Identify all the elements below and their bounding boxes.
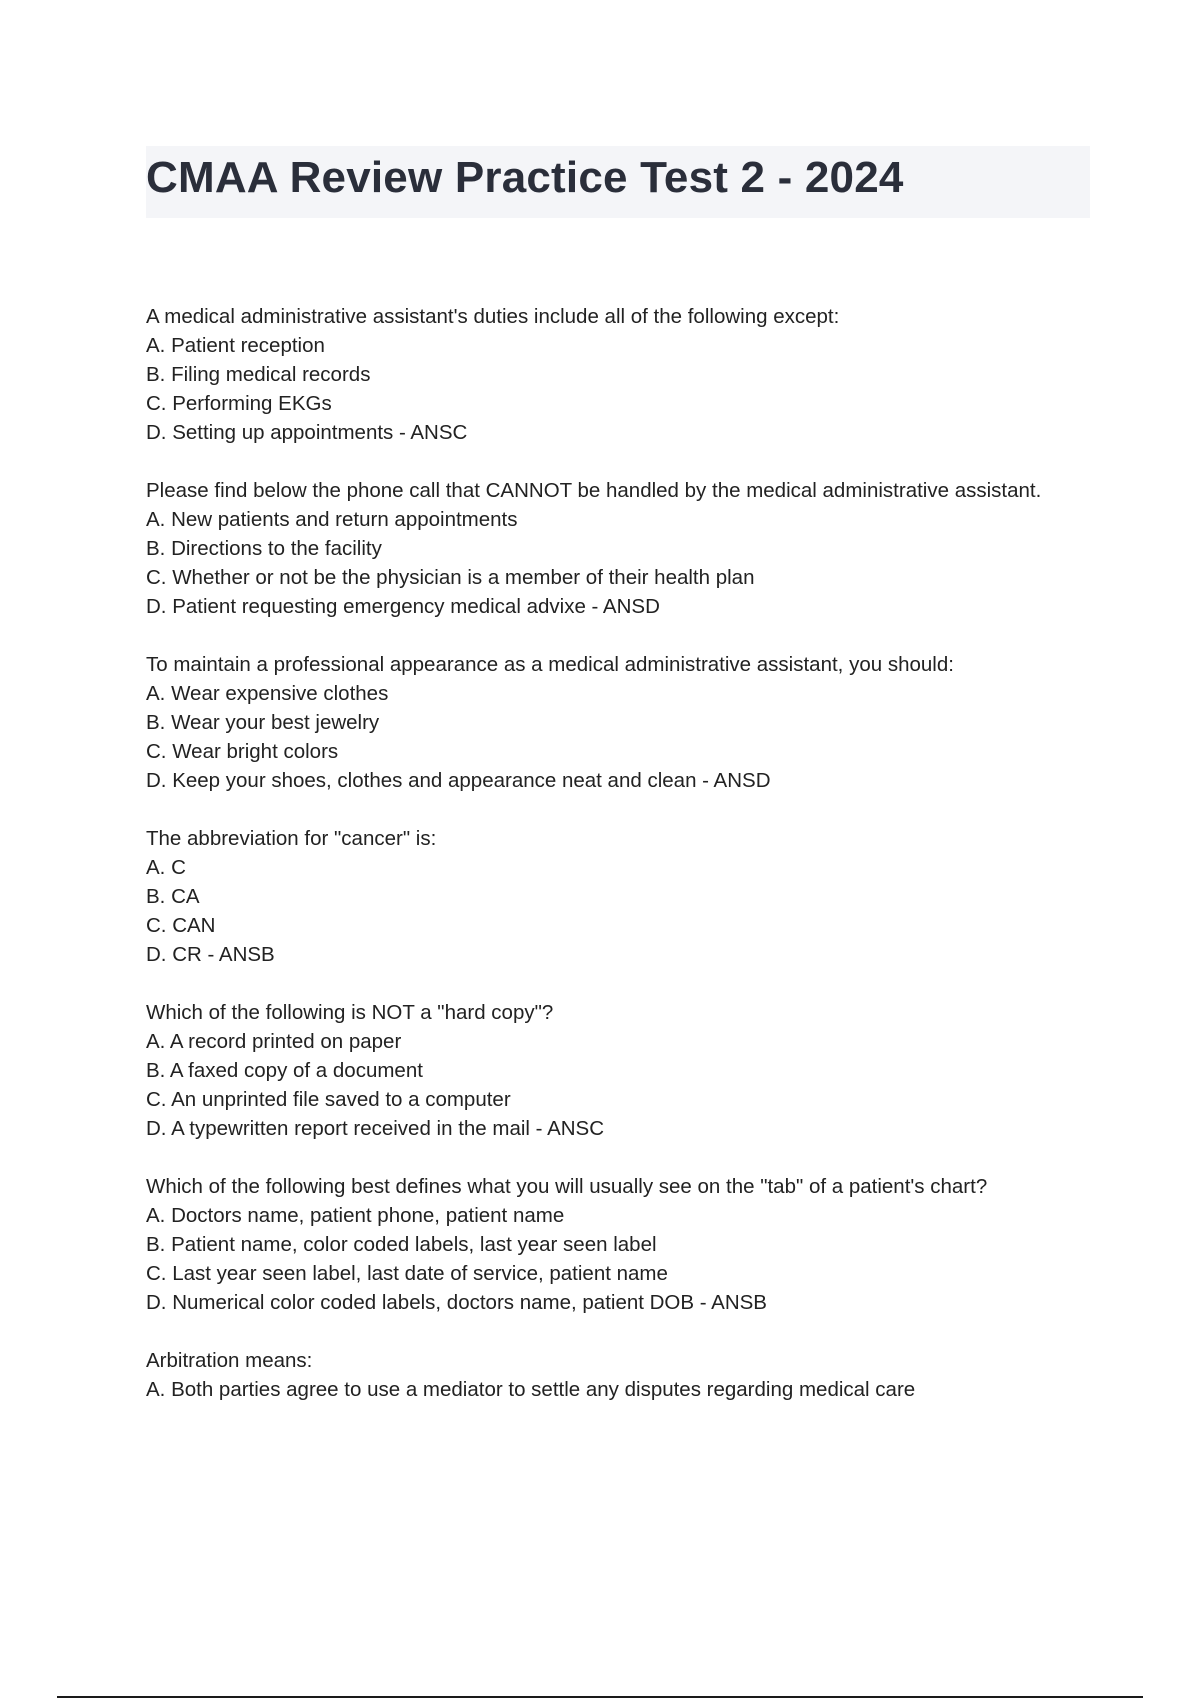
option-d: D. CR - ANSB — [146, 943, 275, 966]
question-1 — [146, 302, 1086, 447]
option-c: C. Last year seen label, last date of service, patient name — [146, 1262, 668, 1285]
option-c: C. CAN — [146, 914, 216, 937]
option-c: C. Wear bright colors — [146, 740, 339, 763]
option-a: A. Doctors name, patient phone, patient name — [146, 1204, 565, 1227]
option-d: D. Setting up appointments - ANSC — [146, 421, 468, 444]
option-a: A. Both parties agree to use a mediator to settle any disputes regarding medical care — [146, 1378, 916, 1401]
question-4 — [146, 824, 1086, 969]
option-d: D. Patient requesting emergency medical advixe - ANSD — [146, 595, 660, 618]
question-5 — [146, 998, 1086, 1143]
bottom-divider — [57, 1696, 1143, 1698]
question-3 — [146, 650, 1086, 795]
option-d: D. Keep your shoes, clothes and appearance neat and clean - ANSD — [146, 769, 771, 792]
question-text: Please find below the phone call that CANNOT be handled by the medical administrative assistant. — [146, 479, 1042, 502]
option-b: B. Directions to the facility — [146, 537, 382, 560]
page-title: CMAA Review Practice Test 2 - 2024 — [146, 153, 904, 202]
option-a: A. A record printed on paper — [146, 1030, 402, 1053]
question-7 — [146, 1346, 1086, 1404]
option-b: B. Wear your best jewelry — [146, 711, 380, 734]
question-6 — [146, 1172, 1086, 1317]
option-c: C. An unprinted file saved to a computer — [146, 1088, 511, 1111]
option-b: B. Filing medical records — [146, 363, 371, 386]
question-text: Arbitration means: — [146, 1349, 313, 1372]
option-a: A. New patients and return appointments — [146, 508, 518, 531]
option-d: D. Numerical color coded labels, doctors name, patient DOB - ANSB — [146, 1291, 767, 1314]
option-c: C. Performing EKGs — [146, 392, 332, 415]
question-list — [146, 302, 1086, 1433]
question-text: Which of the following is NOT a "hard copy"? — [146, 1001, 554, 1024]
option-b: B. A faxed copy of a document — [146, 1059, 423, 1082]
question-text: Which of the following best defines what you will usually see on the "tab" of a patient's chart? — [146, 1175, 988, 1198]
question-text: The abbreviation for "cancer" is: — [146, 827, 437, 850]
option-d: D. A typewritten report received in the mail - ANSC — [146, 1117, 605, 1140]
option-a: A. C — [146, 856, 186, 879]
option-a: A. Patient reception — [146, 334, 325, 357]
question-2 — [146, 476, 1086, 621]
option-a: A. Wear expensive clothes — [146, 682, 389, 705]
option-b: B. CA — [146, 885, 200, 908]
option-b: B. Patient name, color coded labels, last year seen label — [146, 1233, 657, 1256]
question-text: A medical administrative assistant's duties include all of the following except: — [146, 305, 840, 328]
option-c: C. Whether or not be the physician is a member of their health plan — [146, 566, 755, 589]
question-text: To maintain a professional appearance as a medical administrative assistant, you should: — [146, 653, 954, 676]
